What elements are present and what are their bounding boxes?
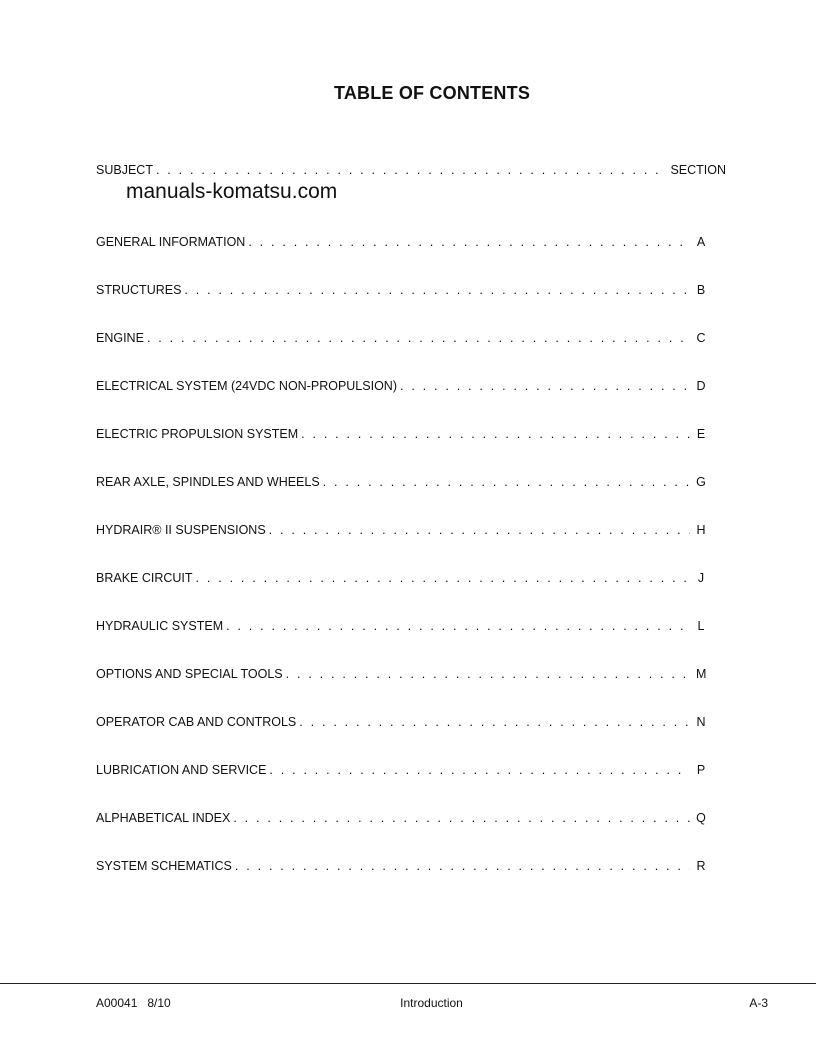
toc-entry-section: R	[696, 859, 706, 873]
leader-dots	[184, 283, 690, 297]
toc-entry-section: M	[696, 667, 707, 681]
toc-header-row	[96, 163, 726, 177]
toc-entry-system-schematics[interactable]	[96, 859, 706, 907]
leader-dots	[156, 163, 664, 177]
toc-entry-section: Q	[696, 811, 706, 825]
leader-dots	[235, 859, 690, 873]
toc-entry-brake-circuit[interactable]	[96, 571, 706, 619]
toc-entry-label: ALPHABETICAL INDEX	[96, 811, 231, 825]
toc-entry-section: P	[696, 763, 706, 777]
leader-dots	[269, 763, 690, 777]
leader-dots	[286, 667, 690, 681]
toc-entry-label: OPTIONS AND SPECIAL TOOLS	[96, 667, 283, 681]
toc-entry-label: HYDRAULIC SYSTEM	[96, 619, 224, 633]
toc-entry-options-special-tools[interactable]	[96, 667, 706, 715]
leader-dots	[196, 571, 690, 585]
subject-heading: SUBJECT	[96, 163, 153, 177]
leader-dots	[269, 523, 690, 537]
toc-entry-section: A	[696, 235, 706, 249]
footer-page-number: A-3	[749, 996, 768, 1010]
toc-list	[96, 235, 706, 907]
toc-entry-label: LUBRICATION AND SERVICE	[96, 763, 267, 777]
leader-dots	[233, 811, 690, 825]
toc-entry-label: ENGINE	[96, 331, 144, 345]
toc-entry-label: OPERATOR CAB AND CONTROLS	[96, 715, 297, 729]
toc-entry-section: G	[696, 475, 706, 489]
toc-entry-section: L	[697, 619, 705, 633]
toc-entry-section: N	[696, 715, 706, 729]
toc-entry-label: STRUCTURES	[96, 283, 182, 297]
toc-entry-rear-axle[interactable]	[96, 475, 706, 523]
leader-dots	[301, 427, 690, 441]
footer-document-id: A00041 8/10	[96, 996, 171, 1010]
leader-dots	[248, 235, 690, 249]
toc-entry-label: ELECTRICAL SYSTEM (24VDC NON-PROPULSION)	[96, 379, 397, 393]
toc-entry-structures[interactable]	[96, 283, 706, 331]
toc-entry-label: HYDRAIR® II SUSPENSIONS	[96, 523, 266, 537]
toc-entry-label: REAR AXLE, SPINDLES AND WHEELS	[96, 475, 320, 489]
page-title: TABLE OF CONTENTS	[333, 83, 531, 103]
toc-entry-section: D	[696, 379, 706, 393]
watermark-text: manuals-komatsu.com	[126, 180, 338, 203]
toc-entry-label: GENERAL INFORMATION	[96, 235, 246, 249]
toc-entry-general-information[interactable]	[96, 235, 706, 283]
toc-entry-engine[interactable]	[96, 331, 706, 379]
leader-dots	[299, 715, 690, 729]
toc-entry-lubrication-service[interactable]	[96, 763, 706, 811]
toc-entry-electric-propulsion-system[interactable]	[96, 427, 706, 475]
section-heading: SECTION	[670, 163, 726, 177]
leader-dots	[400, 379, 690, 393]
toc-entry-alphabetical-index[interactable]	[96, 811, 706, 859]
toc-entry-hydraulic-system[interactable]	[96, 619, 706, 667]
leader-dots	[226, 619, 690, 633]
toc-entry-section: C	[696, 331, 706, 345]
toc-entry-electrical-system[interactable]	[96, 379, 706, 427]
toc-entry-operator-cab[interactable]	[96, 715, 706, 763]
leader-dots	[323, 475, 690, 489]
toc-entry-label: SYSTEM SCHEMATICS	[96, 859, 232, 873]
toc-entry-section: J	[697, 571, 705, 585]
toc-entry-label: ELECTRIC PROPULSION SYSTEM	[96, 427, 299, 441]
leader-dots	[147, 331, 690, 345]
footer-divider	[0, 983, 816, 984]
toc-entry-section: H	[696, 523, 706, 537]
toc-entry-section: B	[696, 283, 706, 297]
toc-entry-label: BRAKE CIRCUIT	[96, 571, 193, 585]
footer-section-name: Introduction	[400, 996, 463, 1010]
toc-entry-section: E	[696, 427, 706, 441]
toc-entry-hydrair-suspensions[interactable]	[96, 523, 706, 571]
